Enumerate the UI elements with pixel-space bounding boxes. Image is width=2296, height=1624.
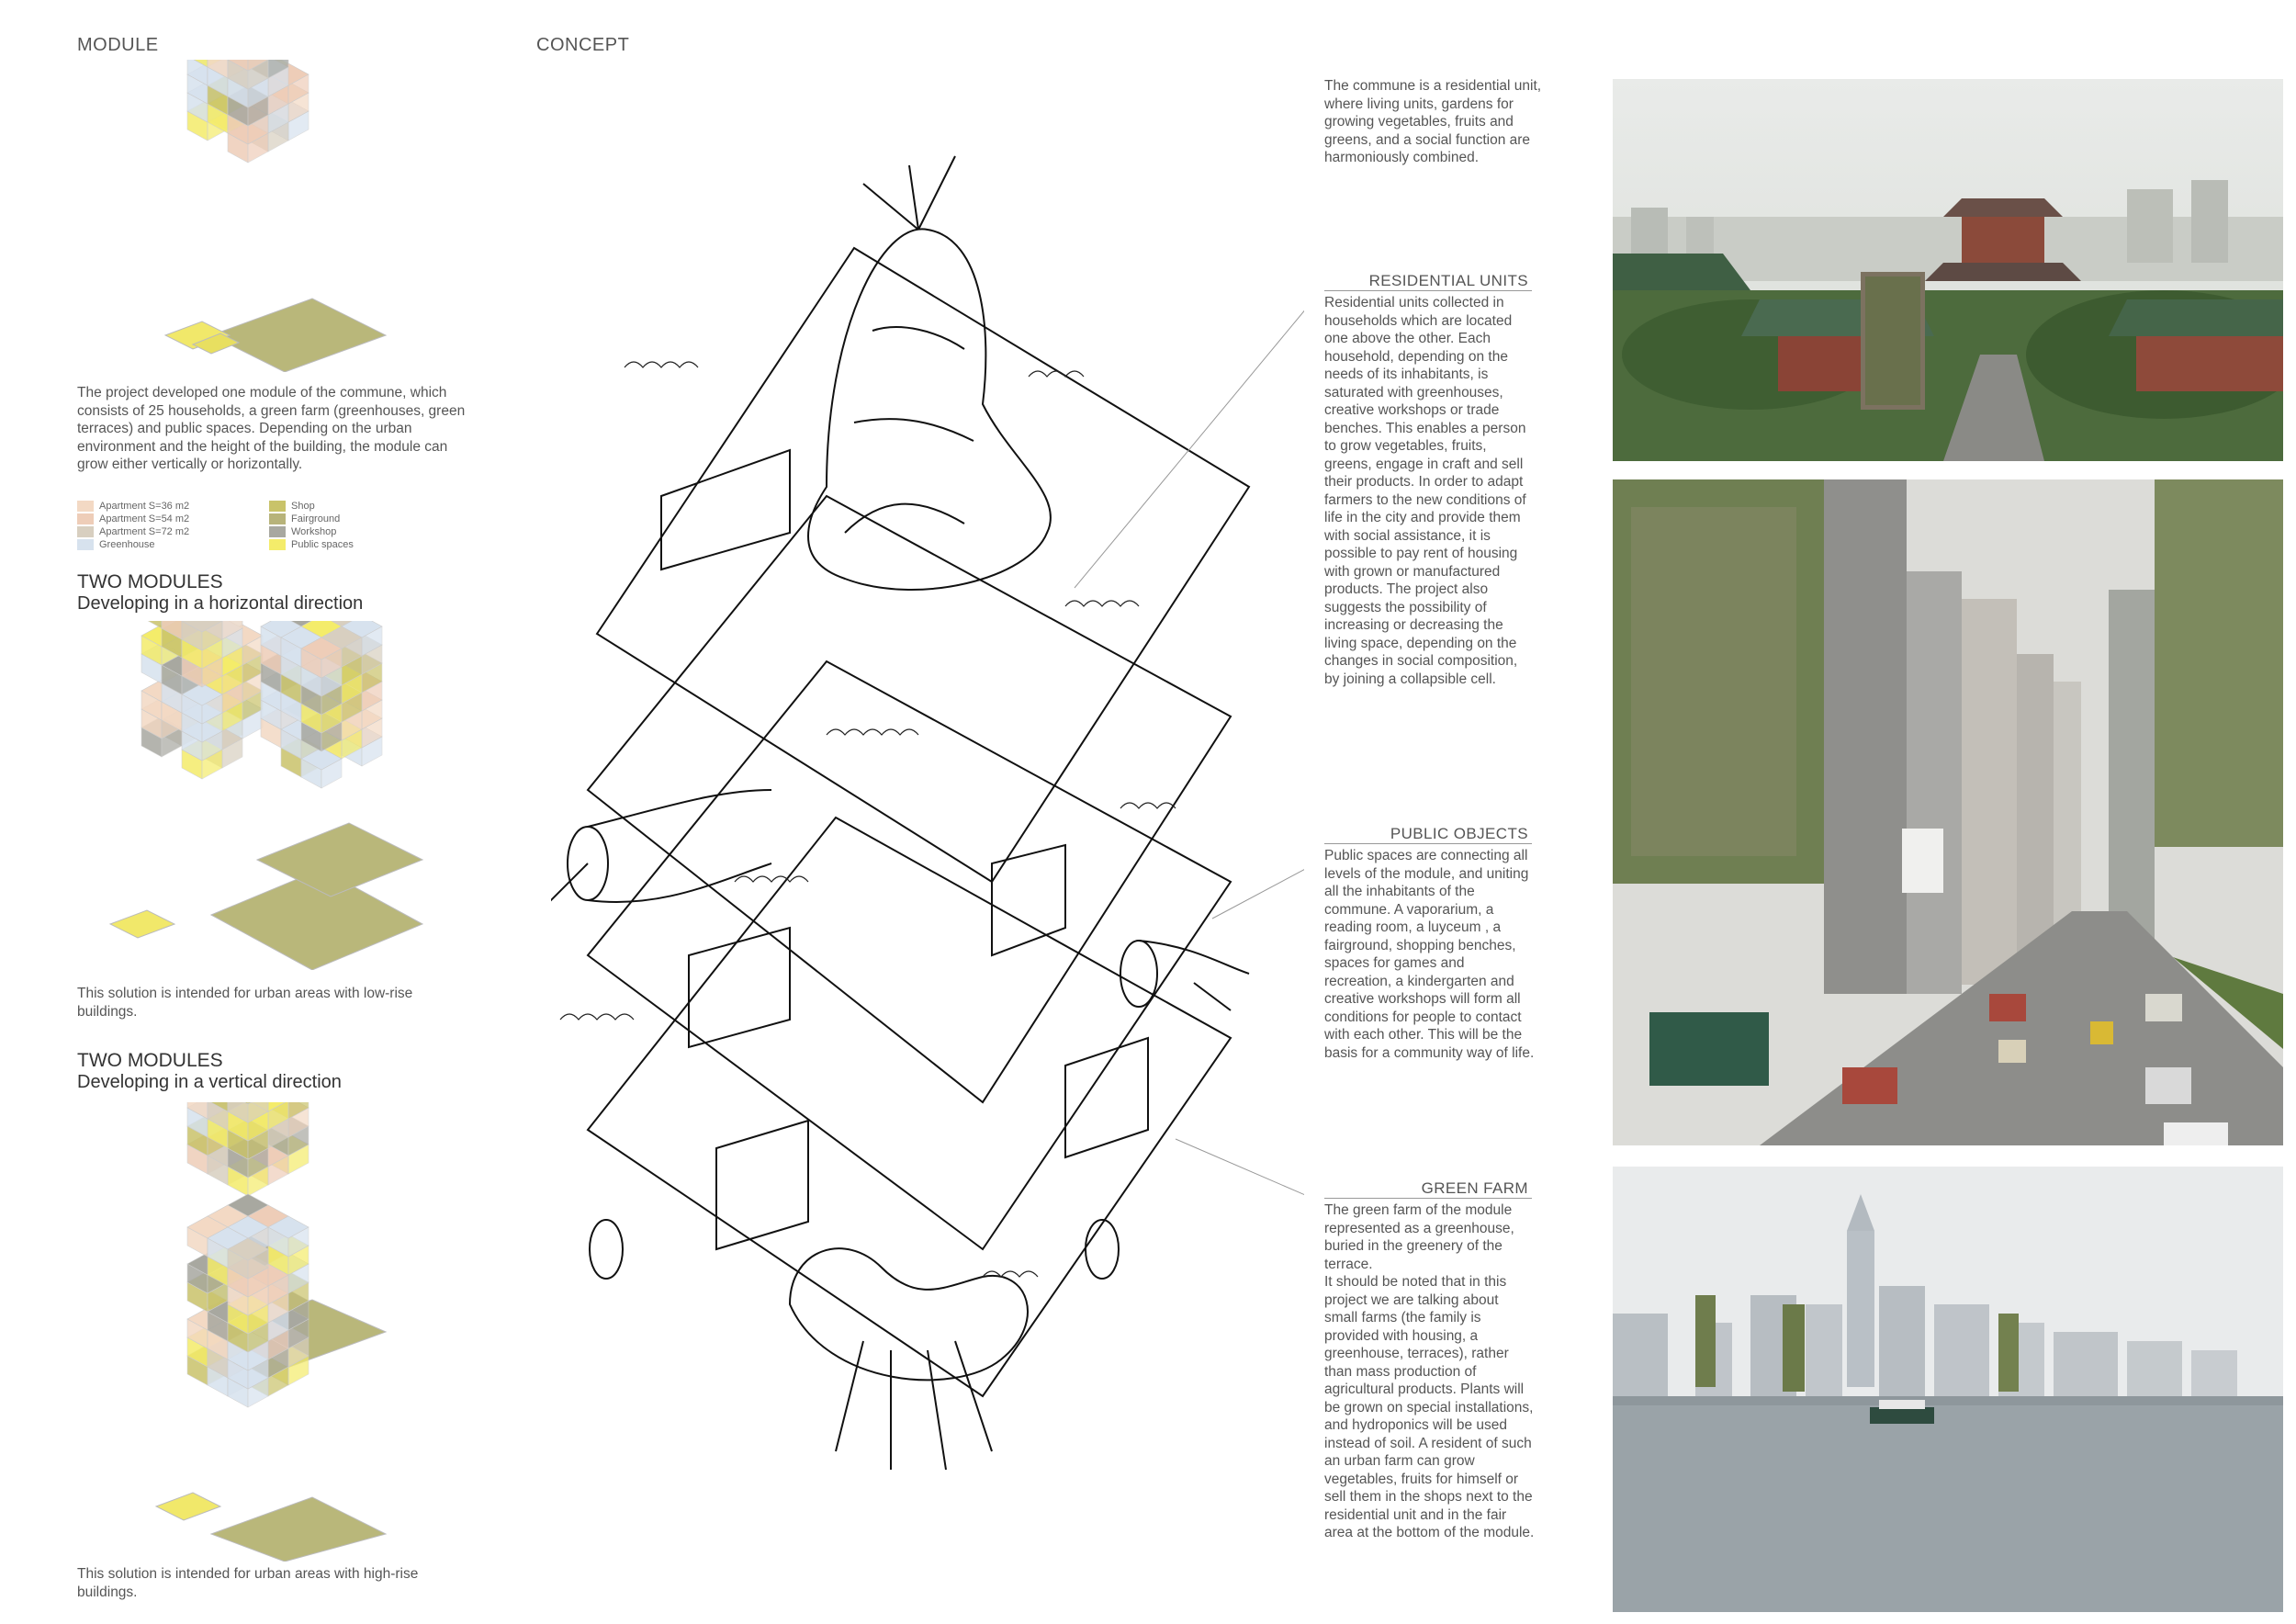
legend-item — [77, 525, 189, 538]
legend-swatch — [77, 526, 94, 537]
legend-item — [269, 500, 354, 513]
photo-hong-kong-street — [1613, 479, 2283, 1145]
residential-title: RESIDENTIAL UNITS — [1368, 272, 1528, 289]
legend-label: Greenhouse — [99, 539, 155, 550]
legend-label: Apartment S=36 m2 — [99, 501, 190, 512]
public-objects-text: Public spaces are connecting all levels of the module, and uniting all the inhabitants of the commune. A vaporarium, a reading room, a luyceum , a fairground, shopping benches, spaces for games and recreation, a kindergarten and creative workshops will form all conditions for people to contact with each other. This will be the basis for a community way of life. — [1324, 848, 1535, 1061]
green-farm-title: GREEN FARM — [1421, 1179, 1528, 1197]
horizontal-modules-drawing — [92, 621, 441, 970]
legend-label: Workshop — [291, 526, 337, 537]
green-farm-rule — [1324, 1198, 1532, 1199]
legend-item — [269, 538, 354, 551]
horizontal-subtitle: Developing in a horizontal direction — [77, 593, 364, 614]
legend-swatch — [269, 539, 286, 550]
legend-swatch — [77, 539, 94, 550]
green-farm-text: The green farm of the module represented as a greenhouse, buried in the greenery of the terrace. It should be noted that in this project we are talking about small farms (the family is provided with housing, a greenhouse, terraces), rather than mass production of agricultural products. Plants will be grown on special installations, and hydroponics will be used instead of soil. A resident of such an urban farm can grow vegetables, fruits for himself or sell them in the shops next to the residential unit and in the fair area at the bottom of the module. — [1324, 1202, 1535, 1540]
residential-text: Residential units collected in households which are located one above the other. Each household, depending on the needs of its inhabitants, is saturated with greenhouses, creative workshops or trade benches. This enables a person to grow vegetables, fruits, greens, engage in craft and sell their products. In order to adapt farmers to the new conditions of life in the city and provide them with social assistance, it is possible to pay rent of housing with grown or manufactured products. The project also suggests the possibility of increasing or decreasing the living space, depending on the changes in social composition, by joining a collapsible cell. — [1324, 295, 1526, 687]
legend-right — [269, 500, 354, 551]
module-axonometric-drawing — [138, 60, 404, 372]
public-objects-rule — [1324, 843, 1532, 844]
vertical-caption: This solution is intended for urban areas with high-rise buildings. — [77, 1566, 419, 1600]
legend-label: Apartment S=72 m2 — [99, 526, 190, 537]
vertical-subtitle: Developing in a vertical direction — [77, 1072, 342, 1092]
legend-item — [269, 525, 354, 538]
legend-swatch — [77, 513, 94, 524]
horizontal-title: TWO MODULES — [77, 571, 223, 592]
public-objects-title: PUBLIC OBJECTS — [1390, 825, 1528, 842]
legend-item — [77, 513, 189, 525]
legend-swatch — [269, 501, 286, 512]
photo-beijing-skyline — [1613, 79, 2283, 461]
photo-harbour-skyline — [1613, 1167, 2283, 1612]
legend-label: Shop — [291, 501, 315, 512]
legend-swatch — [269, 513, 286, 524]
residential-rule — [1324, 290, 1532, 291]
legend-swatch — [77, 501, 94, 512]
legend-label: Apartment S=54 m2 — [99, 513, 190, 524]
legend-left — [77, 500, 189, 551]
module-header: MODULE — [77, 35, 159, 55]
legend-label: Fairground — [291, 513, 341, 524]
intro-text: The commune is a residential unit, where living units, gardens for growing vegetables, fruits and greens, and a social function are harmoniously combined. — [1324, 78, 1542, 165]
concept-sketch — [551, 147, 1304, 1497]
horizontal-caption: This solution is intended for urban areas with low-rise buildings. — [77, 986, 413, 1020]
module-description: The project developed one module of the commune, which consists of 25 households, a green farm (greenhouses, green terraces) and public spaces. Depending on the urban environment and the height of the building, the module can grow either vertically or horizontally. — [77, 385, 466, 472]
vertical-modules-drawing — [138, 1102, 413, 1562]
vertical-title: TWO MODULES — [77, 1050, 223, 1071]
legend-label: Public spaces — [291, 539, 354, 550]
legend-item — [77, 538, 189, 551]
legend-item — [77, 500, 189, 513]
legend-swatch — [269, 526, 286, 537]
legend-item — [269, 513, 354, 525]
concept-header: CONCEPT — [536, 35, 630, 55]
